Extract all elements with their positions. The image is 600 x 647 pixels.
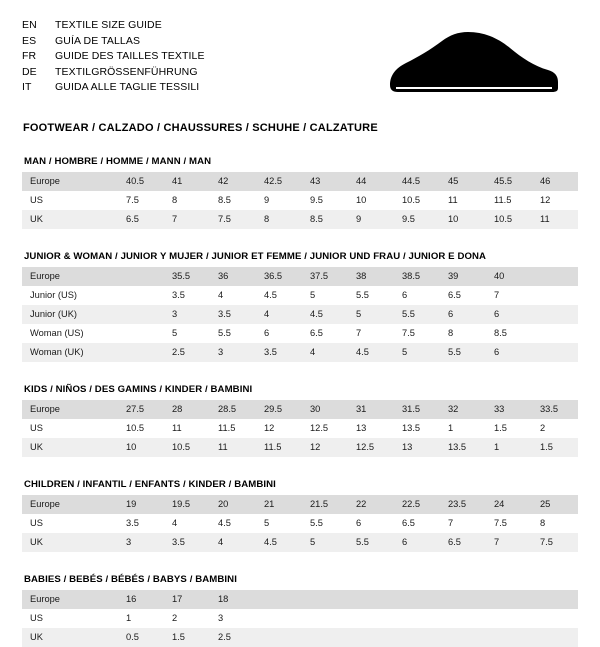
group-title: KIDS / NIÑOS / DES GAMINS / KINDER / BAMBINI xyxy=(24,384,253,395)
cell: 33 xyxy=(486,400,532,419)
cell: 13 xyxy=(394,438,440,457)
cell: 36.5 xyxy=(256,267,302,286)
cell: 6.5 xyxy=(302,324,348,343)
row-label: Europe xyxy=(22,495,118,514)
cell: 9.5 xyxy=(302,191,348,210)
cell xyxy=(118,286,164,305)
language-title: GUIDA ALLE TAGLIE TESSILI xyxy=(55,81,200,93)
cell: 4 xyxy=(210,533,256,552)
cell: 8.5 xyxy=(486,324,532,343)
cell xyxy=(532,305,578,324)
row-label: Europe xyxy=(22,267,118,286)
cell: 42.5 xyxy=(256,172,302,191)
row-label: US xyxy=(22,514,118,533)
size-table xyxy=(22,495,578,552)
cell: 7 xyxy=(164,210,210,229)
table-row xyxy=(22,514,578,533)
table-row xyxy=(22,305,578,324)
cell: 12 xyxy=(302,438,348,457)
cell: 5.5 xyxy=(210,324,256,343)
cell: 3 xyxy=(118,533,164,552)
cell-empty xyxy=(532,628,578,647)
language-row xyxy=(22,49,205,64)
cell: 36 xyxy=(210,267,256,286)
cell: 9.5 xyxy=(394,210,440,229)
cell: 9 xyxy=(348,210,394,229)
cell: 4.5 xyxy=(302,305,348,324)
cell: 5.5 xyxy=(302,514,348,533)
cell: 10 xyxy=(348,191,394,210)
cell: 21 xyxy=(256,495,302,514)
cell: 2 xyxy=(164,609,210,628)
cell: 1 xyxy=(118,609,164,628)
table-row xyxy=(22,172,578,191)
page-title: FOOTWEAR / CALZADO / CHAUSSURES / SCHUHE / CALZATURE xyxy=(23,122,378,134)
document-header xyxy=(22,16,578,105)
cell: 16 xyxy=(118,590,164,609)
cell: 24 xyxy=(486,495,532,514)
cell: 39 xyxy=(440,267,486,286)
cell xyxy=(532,343,578,362)
cell: 5 xyxy=(302,533,348,552)
language-title: TEXTILGRÖSSENFÜHRUNG xyxy=(55,65,198,78)
cell xyxy=(532,286,578,305)
row-label: Junior (UK) xyxy=(22,305,118,324)
cell: 13.5 xyxy=(440,438,486,457)
cell: 2.5 xyxy=(164,343,210,362)
cell: 7.5 xyxy=(532,533,578,552)
table-row xyxy=(22,286,578,305)
cell: 1.5 xyxy=(486,419,532,438)
cell: 19 xyxy=(118,495,164,514)
group-title: MAN / HOMBRE / HOMME / MANN / MAN xyxy=(24,156,212,167)
cell: 3.5 xyxy=(164,533,210,552)
cell: 4.5 xyxy=(256,533,302,552)
language-row xyxy=(22,34,205,49)
cell: 8 xyxy=(440,324,486,343)
cell: 8 xyxy=(164,191,210,210)
row-label: Woman (US) xyxy=(22,324,118,343)
cell: 5.5 xyxy=(348,533,394,552)
cell: 10 xyxy=(440,210,486,229)
cell xyxy=(532,267,578,286)
cell: 1 xyxy=(486,438,532,457)
cell-empty xyxy=(486,628,532,647)
cell: 6.5 xyxy=(440,286,486,305)
cell: 11 xyxy=(532,210,578,229)
row-label: US xyxy=(22,609,118,628)
cell: 3.5 xyxy=(256,343,302,362)
cell xyxy=(118,305,164,324)
row-label: UK xyxy=(22,628,118,647)
cell: 3.5 xyxy=(164,286,210,305)
cell: 22 xyxy=(348,495,394,514)
cell: 3.5 xyxy=(210,305,256,324)
cell: 10.5 xyxy=(164,438,210,457)
cell: 12.5 xyxy=(348,438,394,457)
cell: 40.5 xyxy=(118,172,164,191)
cell: 25 xyxy=(532,495,578,514)
cell: 5 xyxy=(256,514,302,533)
dress-shoe-icon xyxy=(380,30,560,105)
cell: 3 xyxy=(210,609,256,628)
cell: 5.5 xyxy=(348,286,394,305)
cell-empty xyxy=(486,609,532,628)
table-row xyxy=(22,609,578,628)
language-row xyxy=(22,80,205,95)
cell: 8.5 xyxy=(210,191,256,210)
cell: 10.5 xyxy=(394,191,440,210)
cell: 3.5 xyxy=(118,514,164,533)
cell: 11.5 xyxy=(210,419,256,438)
language-code: FR xyxy=(22,50,37,62)
cell: 6 xyxy=(486,343,532,362)
group-junior-woman xyxy=(22,251,578,362)
size-table xyxy=(22,172,578,229)
cell: 12 xyxy=(256,419,302,438)
cell: 13 xyxy=(348,419,394,438)
cell: 19.5 xyxy=(164,495,210,514)
table-row xyxy=(22,495,578,514)
cell: 8.5 xyxy=(302,210,348,229)
cell xyxy=(118,267,164,286)
cell: 7 xyxy=(486,286,532,305)
cell: 37.5 xyxy=(302,267,348,286)
cell: 5 xyxy=(302,286,348,305)
cell: 4.5 xyxy=(256,286,302,305)
cell: 17 xyxy=(164,590,210,609)
cell: 7.5 xyxy=(118,191,164,210)
cell-empty xyxy=(440,628,486,647)
cell: 20 xyxy=(210,495,256,514)
row-label: UK xyxy=(22,533,118,552)
cell: 11 xyxy=(440,191,486,210)
language-list xyxy=(22,16,205,95)
cell: 7.5 xyxy=(486,514,532,533)
cell: 6.5 xyxy=(394,514,440,533)
row-label: Europe xyxy=(22,400,118,419)
group-children xyxy=(22,479,578,552)
cell: 5.5 xyxy=(440,343,486,362)
cell: 5.5 xyxy=(394,305,440,324)
row-label: US xyxy=(22,191,118,210)
cell: 0.5 xyxy=(118,628,164,647)
cell: 6.5 xyxy=(118,210,164,229)
cell-empty xyxy=(394,609,440,628)
cell: 46 xyxy=(532,172,578,191)
cell: 29.5 xyxy=(256,400,302,419)
cell: 10.5 xyxy=(118,419,164,438)
cell: 43 xyxy=(302,172,348,191)
cell-empty xyxy=(394,628,440,647)
cell: 11 xyxy=(164,419,210,438)
cell-empty xyxy=(256,609,302,628)
cell: 21.5 xyxy=(302,495,348,514)
language-title: TEXTILE SIZE GUIDE xyxy=(55,19,162,31)
cell: 12 xyxy=(532,191,578,210)
language-code: ES xyxy=(22,34,37,47)
cell: 6 xyxy=(348,514,394,533)
table-row xyxy=(22,400,578,419)
group-title: JUNIOR & WOMAN / JUNIOR Y MUJER / JUNIOR ET FEMME / JUNIOR UND FRAU / JUNIOR E DONA xyxy=(24,251,487,262)
table-row xyxy=(22,324,578,343)
cell: 6 xyxy=(394,286,440,305)
group-babies xyxy=(22,574,578,647)
cell-empty xyxy=(302,628,348,647)
row-label: Junior (US) xyxy=(22,286,118,305)
cell: 6 xyxy=(440,305,486,324)
row-label: Europe xyxy=(22,590,118,609)
cell: 45.5 xyxy=(486,172,532,191)
table-row xyxy=(22,343,578,362)
cell: 7.5 xyxy=(210,210,256,229)
cell: 11.5 xyxy=(486,191,532,210)
cell: 13.5 xyxy=(394,419,440,438)
cell: 7.5 xyxy=(394,324,440,343)
size-table xyxy=(22,590,578,647)
cell: 10.5 xyxy=(486,210,532,229)
cell: 33.5 xyxy=(532,400,578,419)
cell: 10 xyxy=(118,438,164,457)
cell: 44 xyxy=(348,172,394,191)
group-title: BABIES / BEBÉS / BÉBÉS / BABYS / BAMBINI xyxy=(24,574,237,585)
cell: 6 xyxy=(486,305,532,324)
cell: 35.5 xyxy=(164,267,210,286)
size-table xyxy=(22,400,578,457)
cell-empty xyxy=(532,609,578,628)
row-label: UK xyxy=(22,210,118,229)
cell: 41 xyxy=(164,172,210,191)
cell: 8 xyxy=(256,210,302,229)
cell: 7 xyxy=(348,324,394,343)
language-code: DE xyxy=(22,65,37,78)
cell: 28.5 xyxy=(210,400,256,419)
cell-empty xyxy=(440,609,486,628)
cell: 27.5 xyxy=(118,400,164,419)
cell: 28 xyxy=(164,400,210,419)
cell: 4 xyxy=(256,305,302,324)
cell: 12.5 xyxy=(302,419,348,438)
cell-empty xyxy=(302,609,348,628)
cell: 22.5 xyxy=(394,495,440,514)
language-code: EN xyxy=(22,19,37,31)
group-man xyxy=(22,156,578,229)
cell: 5 xyxy=(394,343,440,362)
cell: 8 xyxy=(532,514,578,533)
cell: 4 xyxy=(164,514,210,533)
cell: 9 xyxy=(256,191,302,210)
group-kids xyxy=(22,384,578,457)
cell: 4 xyxy=(302,343,348,362)
row-label: US xyxy=(22,419,118,438)
cell: 5 xyxy=(348,305,394,324)
cell: 4 xyxy=(210,286,256,305)
table-row xyxy=(22,210,578,229)
language-row xyxy=(22,65,205,80)
cell: 38 xyxy=(348,267,394,286)
size-table xyxy=(22,267,578,362)
cell xyxy=(118,343,164,362)
cell: 3 xyxy=(164,305,210,324)
cell: 4.5 xyxy=(210,514,256,533)
cell xyxy=(118,324,164,343)
table-row xyxy=(22,533,578,552)
cell: 40 xyxy=(486,267,532,286)
group-title: CHILDREN / INFANTIL / ENFANTS / KINDER / BAMBINI xyxy=(24,479,276,490)
cell: 7 xyxy=(440,514,486,533)
cell-empty xyxy=(348,628,394,647)
cell: 1.5 xyxy=(532,438,578,457)
cell-empty xyxy=(348,609,394,628)
cell: 2.5 xyxy=(210,628,256,647)
cell-empty xyxy=(256,628,302,647)
row-label: UK xyxy=(22,438,118,457)
cell: 2 xyxy=(532,419,578,438)
language-row xyxy=(22,18,205,33)
table-row xyxy=(22,438,578,457)
cell: 31 xyxy=(348,400,394,419)
cell: 23.5 xyxy=(440,495,486,514)
cell: 1 xyxy=(440,419,486,438)
cell: 42 xyxy=(210,172,256,191)
cell xyxy=(532,324,578,343)
cell: 32 xyxy=(440,400,486,419)
cell: 7 xyxy=(486,533,532,552)
cell: 3 xyxy=(210,343,256,362)
cell: 44.5 xyxy=(394,172,440,191)
cell: 5 xyxy=(164,324,210,343)
cell: 6 xyxy=(394,533,440,552)
language-code: IT xyxy=(22,81,32,93)
language-title: GUÍA DE TALLAS xyxy=(55,34,141,47)
cell: 6.5 xyxy=(440,533,486,552)
cell: 30 xyxy=(302,400,348,419)
table-row xyxy=(22,191,578,210)
cell: 6 xyxy=(256,324,302,343)
cell: 4.5 xyxy=(348,343,394,362)
table-row xyxy=(22,419,578,438)
cell: 1.5 xyxy=(164,628,210,647)
table-row xyxy=(22,267,578,286)
table-row xyxy=(22,628,578,647)
row-label: Europe xyxy=(22,172,118,191)
cell: 31.5 xyxy=(394,400,440,419)
cell: 38.5 xyxy=(394,267,440,286)
row-label: Woman (UK) xyxy=(22,343,118,362)
cell: 11.5 xyxy=(256,438,302,457)
cell: 11 xyxy=(210,438,256,457)
language-title: GUIDE DES TAILLES TEXTILE xyxy=(55,50,205,62)
cell: 18 xyxy=(210,590,256,609)
cell: 45 xyxy=(440,172,486,191)
